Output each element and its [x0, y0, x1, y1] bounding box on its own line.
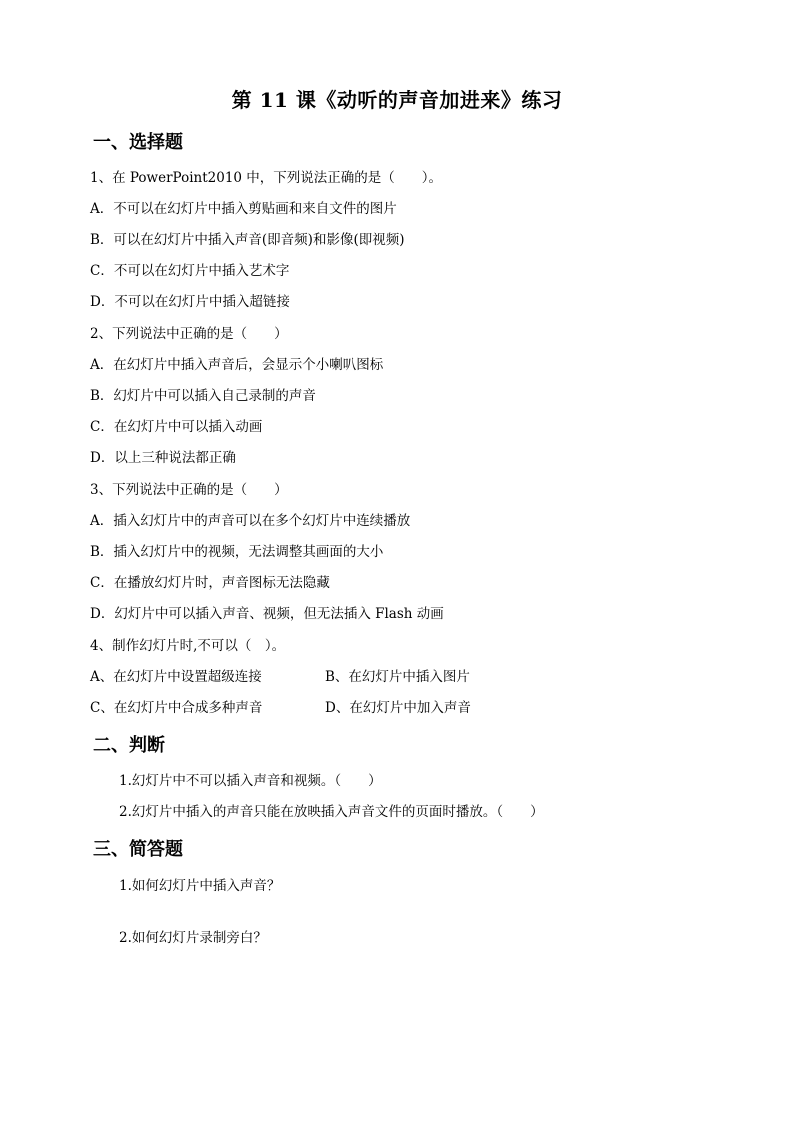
question-1-stem: 1、在 PowerPoint2010 中，下列说法正确的是（ ）。	[90, 170, 443, 186]
section-heading-judge: 二、判断	[93, 735, 165, 756]
section-heading-choice: 一、选择题	[93, 132, 183, 153]
question-3-option-b: B．插入幻灯片中的视频，无法调整其画面的大小	[90, 544, 384, 560]
question-4-option-b: B、在幻灯片中插入图片	[325, 669, 470, 685]
question-4-option-c: C、在幻灯片中合成多种声音	[90, 700, 263, 716]
question-2-option-c: C．在幻灯片中可以插入动画	[90, 419, 263, 435]
question-3-option-a: A．插入幻灯片中的声音可以在多个幻灯片中连续播放	[90, 513, 411, 529]
question-3-stem: 3、下列说法中正确的是（ ）	[90, 482, 288, 498]
question-1-option-b: B．可以在幻灯片中插入声音(即音频)和影像(即视频)	[90, 232, 405, 248]
question-1-option-a: A．不可以在幻灯片中插入剪贴画和来自文件的图片	[90, 201, 397, 217]
question-1-option-c: C．不可以在幻灯片中插入艺术字	[90, 263, 290, 279]
question-3-option-d: D．幻灯片中可以插入声音、视频，但无法插入 Flash 动画	[90, 606, 444, 622]
question-4-option-a: A、在幻灯片中设置超级连接	[90, 669, 262, 685]
question-4-option-d: D、在幻灯片中加入声音	[325, 700, 471, 716]
section-heading-short-answer: 三、简答题	[93, 839, 183, 860]
page-title: 第 11 课《动听的声音加进来》练习	[231, 88, 563, 112]
question-2-stem: 2、下列说法中正确的是（ ）	[90, 326, 288, 342]
question-2-option-a: A．在幻灯片中插入声音后，会显示个小喇叭图标	[90, 357, 384, 373]
question-4-stem: 4、制作幻灯片时,不可以（ ）。	[90, 638, 286, 654]
question-2-option-d: D．以上三种说法都正确	[90, 450, 236, 466]
question-1-option-d: D．不可以在幻灯片中插入超链接	[90, 294, 290, 310]
short-answer-item-2: 2.如何幻灯片录制旁白？	[119, 930, 267, 946]
question-3-option-c: C．在播放幻灯片时，声音图标无法隐藏	[90, 575, 330, 591]
judge-item-2: 2.幻灯片中插入的声音只能在放映插入声音文件的页面时播放。（ ）	[119, 804, 544, 820]
short-answer-item-1: 1.如何幻灯片中插入声音？	[119, 878, 281, 894]
judge-item-1: 1.幻灯片中不可以插入声音和视频。（ ）	[119, 773, 382, 789]
question-2-option-b: B．幻灯片中可以插入自己录制的声音	[90, 388, 316, 404]
